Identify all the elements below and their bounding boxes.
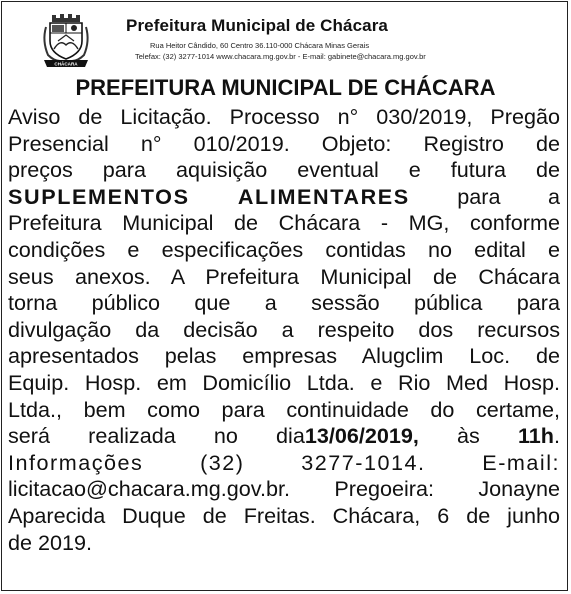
- notice-body: [8, 104, 560, 556]
- object-highlight: SUPLEMENTOS ALIMENTARES: [8, 183, 410, 209]
- notice-line: Prefeitura Municipal de Chácara - MG, conforme: [8, 210, 560, 236]
- session-time: 11h: [517, 423, 554, 449]
- notice-line: Equip. Hosp. em Domicílio Ltda. e Rio Med Hosp.: [8, 369, 560, 395]
- notice-text-fragment: será realizada no dia: [8, 423, 305, 449]
- notice-line: divulgação da decisão a respeito dos recursos: [8, 316, 560, 342]
- notice-line: licitacao@chacara.mg.gov.br. Pregoeira: Jonayne: [8, 476, 560, 502]
- notice-text-fragment: às: [418, 423, 518, 449]
- notice-line: Aviso de Licitação. Processo n° 030/2019, Pregão: [8, 104, 560, 129]
- notice-line: seus anexos. A Prefeitura Municipal de Chácara: [8, 263, 560, 289]
- crest-ribbon-text: CHÁCARA: [54, 61, 78, 67]
- notice-line: Informações (32) 3277-1014. E-mail:: [8, 449, 560, 475]
- notice-line: torna público que a sessão pública para: [8, 290, 560, 316]
- notice-line: [8, 184, 560, 211]
- notice-line: preços para aquisição eventual e futura de: [8, 157, 560, 183]
- notice-text-fragment: para a: [409, 183, 560, 209]
- letterhead: [0, 0, 571, 72]
- notice-line: Aparecida Duque de Freitas. Chácara, 6 de junho: [8, 502, 560, 528]
- notice-title: PREFEITURA MUNICIPAL DE CHÁCARA: [75, 75, 496, 100]
- notice-line: de 2019.: [8, 529, 93, 555]
- letterhead-address: Rua Heitor Cândido, 60 Centro 36.110-000 Chácara Minas Gerais: [150, 41, 370, 50]
- notice-line: Ltda., bem como para continuidade do certame,: [8, 396, 560, 422]
- notice-line: apresentados pelas empresas Alugclim Loc. de: [8, 343, 560, 369]
- municipal-crest-icon: [40, 11, 92, 69]
- notice-line: [8, 423, 560, 450]
- notice-line: condições e especificações contidas no edital e: [8, 236, 560, 262]
- letterhead-title: Prefeitura Municipal de Chácara: [126, 16, 388, 35]
- notice-line: Presencial n° 010/2019. Objeto: Registro de: [8, 130, 560, 156]
- notice-text-fragment: .: [553, 423, 560, 449]
- session-date: 13/06/2019,: [304, 423, 419, 449]
- letterhead-contact: Telefax: (32) 3277-1014 www.chacara.mg.gov.br - E-mail: gabinete@chacara.mg.gov.br: [135, 52, 426, 61]
